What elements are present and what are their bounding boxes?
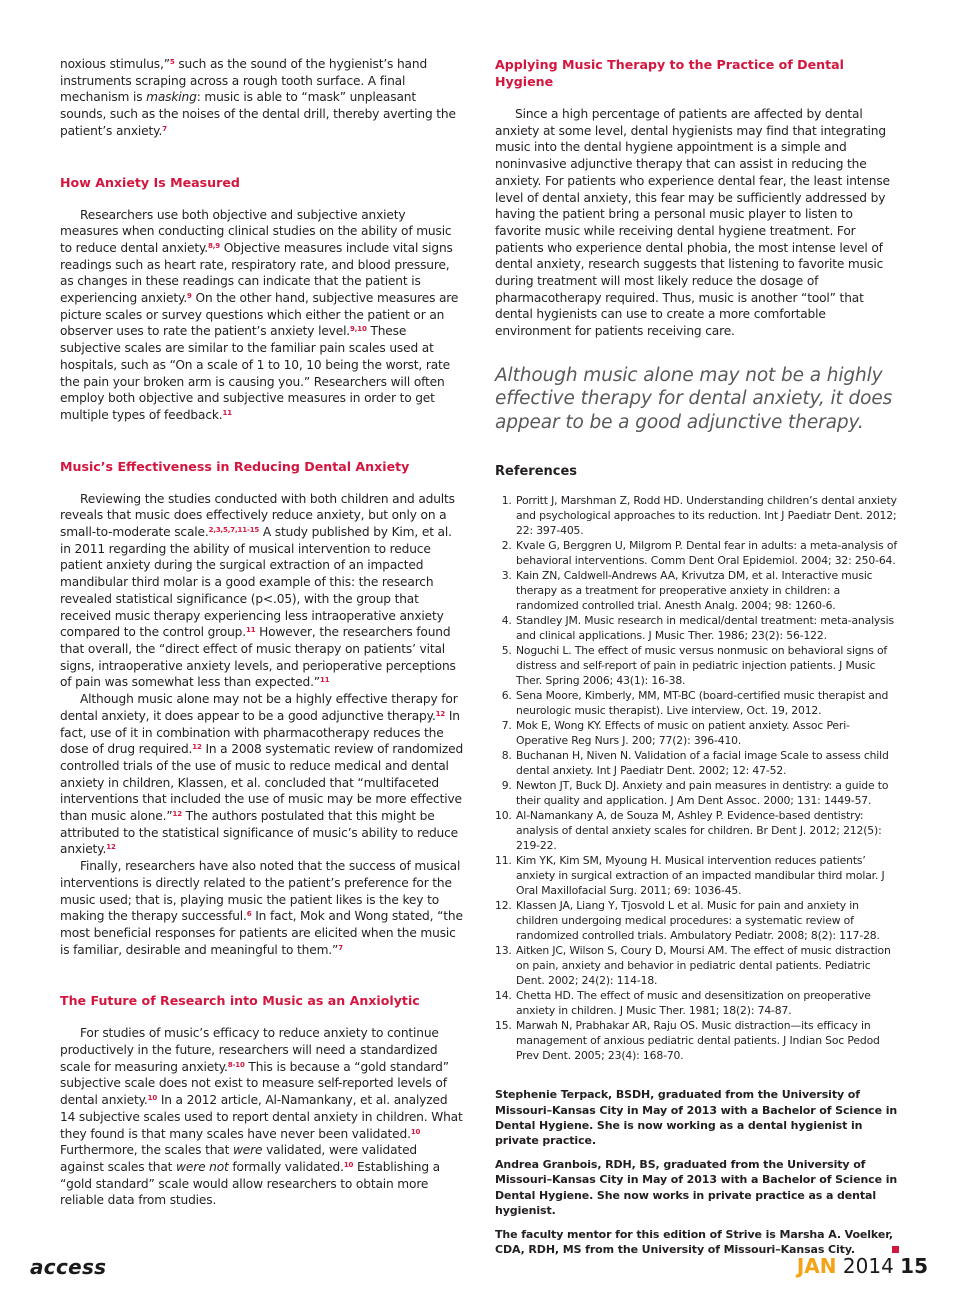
reference-item: 12. Klassen JA, Liang Y, Tjosvold L et al. Music for pain and anxiety in children undergoing medical procedures: a systematic review of randomized controlled trials. Ambulatory Pediatr. 2008; 8(2): 117-28. [515, 898, 899, 943]
intro-paragraph: noxious stimulus,”$^5$ such as the sound of the hygienist’s hand instruments scraping across a rough tooth surface. A final mechanism is masking: music is able to “mask” unpleasant sounds, such as the noises of the dental drill, thereby averting the patient’s anxiety.$^7$ [60, 57, 456, 138]
reference-item: 7. Mok E, Wong KY. Effects of music on patient anxiety. Assoc Peri-Operative Reg Nurs J. 200; 77(2): 396-410. [515, 718, 899, 748]
reference-item: 13. Aitken JC, Wilson S, Coury D, Moursi AM. The effect of music distraction on pain, anxiety and behavior in pediatric dental patients. Pediatric Dent. 2002; 24(2): 114-18. [515, 943, 899, 988]
references-heading: References [495, 464, 578, 480]
author-bio-terpack: Stephenie Terpack, BSDH, graduated from the University of Missouri–Kansas City in May of 2013 with a Bachelor of Science in Dental Hygiene. She is now working as a dental hygienist in private practice. [495, 1088, 898, 1147]
reference-item: 9. Newton JT, Buck DJ. Anxiety and pain measures in dentistry: a guide to their quality and application. J Am Dent Assoc. 2000; 131: 1449-57. [515, 778, 899, 808]
references-list [495, 493, 899, 1063]
issue-month: JAN [796, 1254, 837, 1278]
author-bio-granbois: Andrea Granbois, RDH, BS, graduated from the University of Missouri–Kansas City in May of 2013 with a Bachelor of Science in Dental Hygiene. She now works in private practice as a dental hygienist. [495, 1158, 898, 1217]
future-paragraph: For studies of music’s efficacy to reduce anxiety to continue productively in the future, researchers will need a standardized scale for measuring anxiety.$^{8-10}$ This is because a “gold standard” subjective scale does not exist to measure self-reported levels of dental anxiety.$^{10}$ In a 2012 article, Al-Namankany, et al. analyzed 14 subjective scales used to report dental anxiety in children. What they found is that many scales have never been validated.$^{10}$ Furthermore, the scales that were validated, were validated against scales that were not formally validated.$^{10}$ Establishing a “gold standard” scale would allow researchers to obtain more reliable data from studies. [60, 1026, 463, 1208]
reference-item: 2. Kvale G, Berggren U, Milgrom P. Dental fear in adults: a meta-analysis of behavioral interventions. Comm Dent Oral Epidemiol. 2004; 32: 250-64. [515, 538, 899, 568]
section-heading-measured: How Anxiety Is Measured [60, 174, 240, 190]
reference-item: 15. Marwah N, Prabhakar AR, Raju OS. Music distraction—its efficacy in management of anxious pediatric dental patients. J Indian Soc Pedod Prev Dent. 2005; 23(4): 168-70. [515, 1018, 899, 1063]
issue-date-page [797, 1254, 928, 1278]
reference-item: 11. Kim YK, Kim SM, Myoung H. Musical intervention reduces patients’ anxiety in surgical extraction of an impacted mandibular third molar. J Oral Maxillofacial Surg. 2011; 69: 1036-45. [515, 853, 899, 898]
reference-item: 1. Porritt J, Marshman Z, Rodd HD. Understanding children’s dental anxiety and psychological approaches to its reduction. Int J Paediatr Dent. 2012; 22: 397-405. [515, 493, 899, 538]
applying-paragraph: Since a high percentage of patients are affected by dental anxiety at some level, dental hygienists may find that integrating music into the dental hygiene appointment is a simple and noninvasive adjunctive therapy that can assist in reducing the anxiety. For patients who experience dental fear, the least intense level of dental anxiety, this fear may be sufficiently addressed by having the patient bring a personal music player to listen to favorite music while receiving dental hygiene treatment. For patients who experience dental phobia, the most intense level of dental anxiety, research suggests that listening to favorite music during treatment will most likely reduce the dosage of pharmacotherapy required. Thus, music is another “tool” that dental hygienists can use to create a more comfortable environment for patients receiving care. [495, 107, 890, 339]
reference-item: 10. Al-Namankany A, de Souza M, Ashley P. Evidence-based dentistry: analysis of dental anxiety scales for children. Br Dent J. 2012; 212(5): 219-22. [515, 808, 899, 853]
right-column [495, 56, 899, 1257]
faculty-mentor-note: The faculty mentor for this edition of Strive is Marsha A. Voelker, CDA, RDH, MS from the University of Missouri–Kansas City. [495, 1227, 899, 1257]
page-number: 15 [900, 1254, 928, 1278]
section-heading-applying: Applying Music Therapy to the Practice of Dental Hygiene [495, 57, 844, 89]
effectiveness-paragraph-1: Reviewing the studies conducted with both children and adults reveals that music does effectively reduce anxiety, but only on a small-to-moderate scale.$^{2,3,5,7,11-15}$ A study published by Kim, et al. in 2011 regarding the ability of musical intervention to reduce patient anxiety during the surgical extraction of an impacted mandibular third molar is a good example of this: the research revealed statistical significance (p<.05), with the group that received music therapy experiencing less intraoperative anxiety compared to the control group.$^{11}$ However, the researchers found that overall, the “direct effect of music therapy on patients’ vital signs, intraoperative anxiety levels, and perioperative perceptions of pain was somewhat less than expected.”$^{11}$ [60, 491, 456, 690]
effectiveness-paragraph-3: Finally, researchers have also noted that the success of musical interventions is directly related to the patient’s preference for the music used; that is, playing music the patient likes is the key to making the therapy successful.$^6$ In fact, Mok and Wong stated, “the most beneficial responses for patients are elicited when the music is familiar, desirable and meaningful to them.”$^7$ [60, 859, 463, 957]
section-heading-effectiveness: Music’s Effectiveness in Reducing Dental Anxiety [60, 458, 410, 474]
issue-year: 2014 [842, 1254, 894, 1278]
measured-paragraph: Researchers use both objective and subjective anxiety measures when conducting clinical studies on the ability of music to reduce dental anxiety.$^{8,9}$ Objective measures include vital signs readings such as heart rate, respiratory rate, and blood pressure, as changes in these readings can indicate that the patient is experiencing anxiety.$^9$ On the other hand, subjective measures are picture scales or survey questions which either the patient or an observer uses to rate the patient’s anxiety level.$^{9,10}$ These subjective scales are similar to the familiar pain scales used at hospitals, such as “On a scale of 1 to 10, 10 being the worst, rate the pain your broken arm is causing you.” Researchers will often employ both objective and subjective measures in order to get multiple types of feedback.$^{11}$ [60, 207, 459, 422]
reference-item: 4. Standley JM. Music research in medical/dental treatment: meta-analysis and clinical applications. J Music Ther. 1986; 23(2): 56-122. [515, 613, 899, 643]
reference-item: 3. Kain ZN, Caldwell-Andrews AA, Krivutza DM, et al. Interactive music therapy as a treatment for preoperative anxiety in children: a randomized controlled trial. Anesth Analg. 2004; 98: 1260-6. [515, 568, 899, 613]
section-heading-future: The Future of Research into Music as an Anxiolytic [60, 993, 420, 1009]
reference-item: 6. Sena Moore, Kimberly, MM, MT-BC (board-certified music therapist and neurologic music therapist). Live interview, Oct. 19, 2012. [515, 688, 899, 718]
reference-item: 8. Buchanan H, Niven N. Validation of a facial image Scale to assess child dental anxiety. Int J Paediatr Dent. 2002; 12: 47-52. [515, 748, 899, 778]
reference-item: 14. Chetta HD. The effect of music and desensitization on preoperative anxiety in children. J Music Ther. 1981; 18(2): 74-87. [515, 988, 899, 1018]
pull-quote: Although music alone may not be a highly effective therapy for dental anxiety, it does appear to be a good adjunctive therapy. [495, 364, 893, 433]
reference-item: 5. Noguchi L. The effect of music versus nonmusic on behavioral signs of distress and self-report of pain in pediatric injection patients. J Music Ther. Spring 2006; 43(1): 16-38. [515, 643, 899, 688]
left-column [60, 56, 464, 1209]
magazine-brand: access [30, 1255, 107, 1279]
effectiveness-paragraph-2: Although music alone may not be a highly effective therapy for dental anxiety, it does appear to be a good adjunctive therapy.$^{12}$ In fact, use of it in combination with pharmacotherapy reduces the dose of drug required.$^{12}$ In a 2008 systematic review of randomized controlled trials of the use of music to reduce medical and dental anxiety in children, Klassen, et al. concluded that “multifaceted interventions that included the use of music may be more effective than music alone.”$^{12}$ The authors postulated that this might be attributed to the statistical significance of music’s ability to reduce anxiety.$^{12}$ [60, 692, 464, 857]
end-of-article-square-icon [892, 1246, 899, 1253]
